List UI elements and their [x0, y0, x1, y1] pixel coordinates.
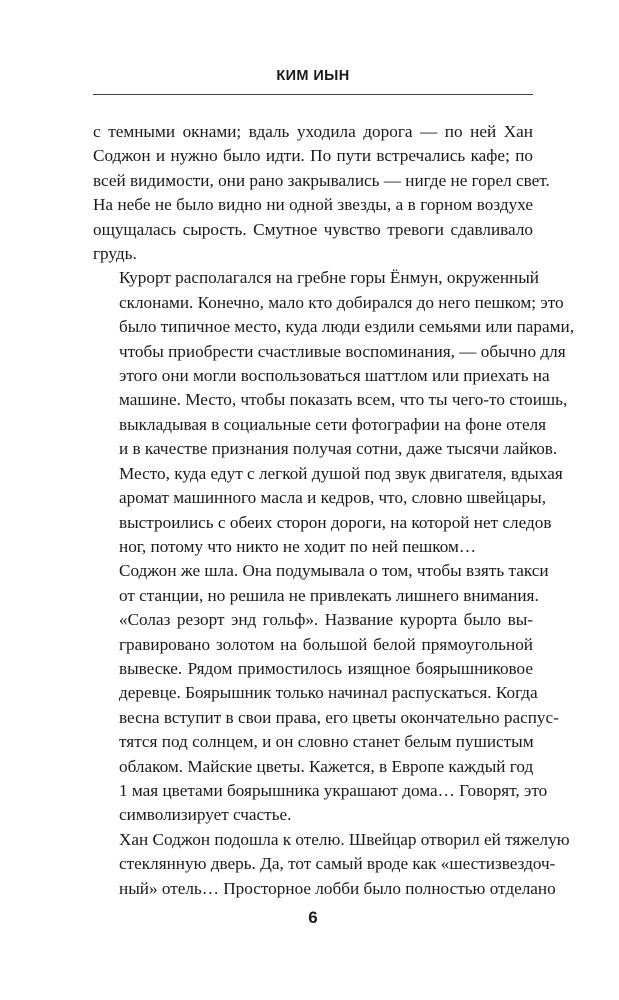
text-line: этого они могли воспользоваться шаттлом или приехать на: [119, 366, 550, 386]
text-line: стеклянную дверь. Да, тот самый вроде как «шестизвездоч-: [119, 854, 556, 874]
text-line: На небе не было видно ни одной звезды, а в горном воздухе: [93, 195, 533, 215]
text-line: грудь.: [93, 244, 137, 264]
text-line: Хан Соджон подошла к отелю. Швейцар отворил ей тяжелую: [119, 829, 570, 849]
text-line: весна вступит в свои права, его цветы окончательно распус-: [119, 707, 559, 727]
text-line: и в качестве признания получая сотни, даже тысячи лайков.: [119, 439, 558, 459]
text-line: Соджон и нужно было идти. По пути встречались кафе; по: [93, 146, 533, 166]
text-line: аромат машинного масла и кедров, что, словно швейцары,: [119, 488, 547, 508]
paragraph: [93, 559, 549, 608]
text-line: ный» отель… Просторное лобби было полностью отделано: [119, 878, 556, 898]
text-line: Соджон же шла. Она подумывала о том, чтобы взять такси: [119, 561, 549, 581]
header-rule: [93, 94, 533, 95]
text-line: Курорт располагался на гребне горы Ёнмун, окруженный: [119, 268, 539, 288]
text-line: ощущалась сырость. Смутное чувство тревоги сдавливало: [93, 219, 533, 239]
text-line: вывеске. Рядом примостилось изящное боярышниковое: [119, 658, 533, 678]
text-line: чтобы приобрести счастливые воспоминания, — обычно для: [119, 341, 566, 361]
running-header: КИМ ИЫН: [276, 68, 350, 84]
text-line: ног, потому что никто не ходит по ней пешком…: [119, 536, 477, 556]
text-line: облаком. Майские цветы. Кажется, в Европе каждый год: [119, 756, 534, 776]
text-line: «Солаз резорт энд гольф». Название курорта было вы-: [119, 610, 533, 630]
page-number: 6: [308, 908, 318, 927]
text-line: тятся под солнцем, и он словно станет белым пушистым: [119, 732, 534, 752]
body-text: [93, 120, 575, 901]
text-line: склонами. Конечно, мало кто добирался до него пешком; это: [119, 292, 564, 312]
text-line: с темными окнами; вдаль уходила дорога — по ней Хан: [93, 122, 533, 141]
paragraph: [93, 828, 570, 901]
text-line: выстроились с обеих сторон дороги, на которой нет следов: [119, 512, 552, 532]
text-line: деревце. Боярышник только начинал распускаться. Когда: [119, 683, 538, 703]
text-line: от станции, но решила не привлекать лишнего внимания.: [119, 585, 539, 605]
paragraph: [93, 266, 575, 559]
text-line: 1 мая цветами боярышника украшают дома… Говорят, это: [119, 780, 548, 800]
text-line: Место, куда едут с легкой душой под звук двигателя, вдыхая: [119, 463, 563, 483]
text-line: было типичное место, куда люди ездили семьями или парами,: [119, 317, 575, 337]
text-line: гравировано золотом на большой белой прямоугольной: [119, 634, 533, 654]
paragraph: [93, 120, 550, 266]
text-line: всей видимости, они рано закрывались — нигде не горел свет.: [93, 170, 550, 190]
text-line: выкладывая в социальные сети фотографии на фоне отеля: [119, 414, 547, 434]
text-line: машине. Место, чтобы показать всем, что ты чего-то стоишь,: [119, 390, 568, 410]
paragraph: [93, 608, 559, 828]
text-line: символизирует счастье.: [119, 805, 292, 825]
